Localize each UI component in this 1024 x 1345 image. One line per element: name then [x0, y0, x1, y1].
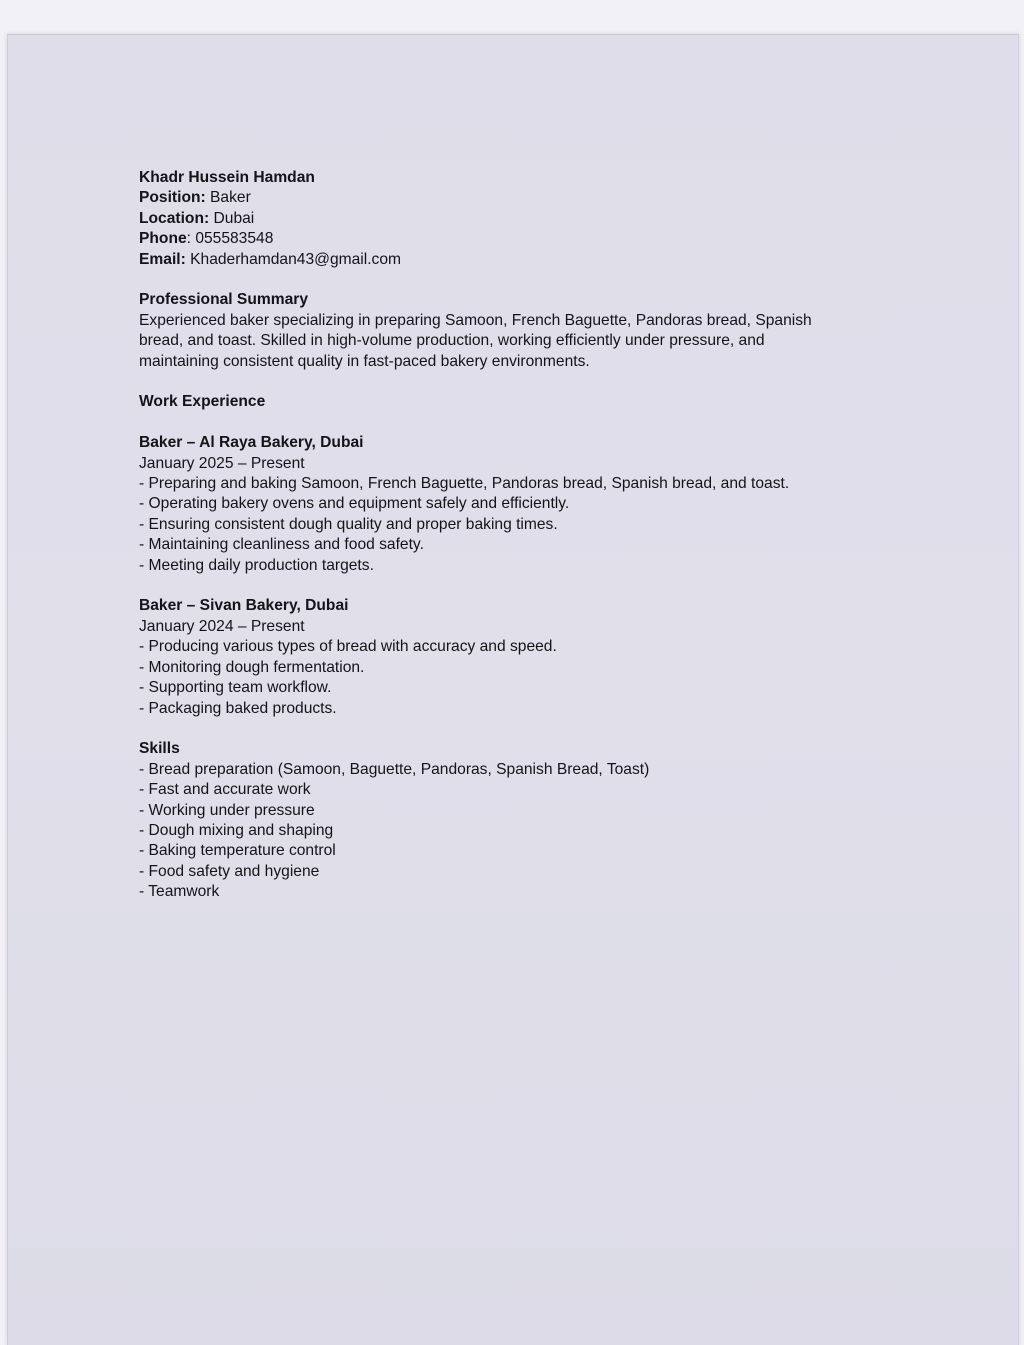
job-bullet: - Ensuring consistent dough quality and proper baking times.: [139, 515, 558, 533]
job-entry: [139, 596, 899, 718]
skill-item: - Dough mixing and shaping: [139, 821, 334, 839]
position-label: Position:: [139, 189, 206, 207]
summary-line: bread, and toast. Skilled in high-volume production, working efficiently under pressure, and: [139, 332, 765, 350]
phone-value: : 055583548: [186, 230, 274, 248]
job-bullet: - Meeting daily production targets.: [139, 556, 374, 574]
email-row: [139, 250, 899, 270]
job-dates: January 2024 – Present: [139, 617, 305, 635]
job-bullet: - Preparing and baking Samoon, French Baguette, Pandoras bread, Spanish bread, and toast.: [139, 475, 790, 493]
job-dates: January 2025 – Present: [139, 454, 305, 472]
position-row: [139, 188, 899, 208]
email-value: Khaderhamdan43@gmail.com: [185, 250, 401, 268]
spacer: [139, 270, 899, 290]
job-title: Baker – Sivan Bakery, Dubai: [139, 597, 349, 615]
resume-content: [139, 168, 899, 903]
experience-heading: Work Experience: [139, 393, 266, 411]
spacer: [139, 372, 899, 392]
job-bullet: - Maintaining cleanliness and food safety.: [139, 536, 424, 554]
job-bullet: - Producing various types of bread with accuracy and speed.: [139, 638, 557, 656]
candidate-name: Khadr Hussein Hamdan: [139, 169, 315, 186]
skill-item: - Fast and accurate work: [139, 781, 311, 799]
spacer: [139, 576, 899, 596]
resume-page: [7, 34, 1019, 1345]
job-bullet: - Operating bakery ovens and equipment safely and efficiently.: [139, 495, 570, 513]
job-bullet: - Packaging baked products.: [139, 699, 337, 717]
job-entry: [139, 433, 899, 576]
position-value: Baker: [205, 189, 251, 207]
location-value: Dubai: [209, 209, 255, 227]
phone-label: Phone: [139, 230, 187, 248]
job-title: Baker – Al Raya Bakery, Dubai: [139, 434, 364, 452]
summary-heading: Professional Summary: [139, 291, 308, 309]
skill-item: - Baking temperature control: [139, 842, 336, 860]
location-row: [139, 209, 899, 229]
summary-line: Experienced baker specializing in preparing Samoon, French Baguette, Pandoras bread, Spanish: [139, 311, 812, 329]
location-label: Location:: [139, 209, 210, 227]
summary-line: maintaining consistent quality in fast-paced bakery environments.: [139, 352, 590, 370]
spacer: [139, 413, 899, 433]
spacer: [139, 719, 899, 739]
phone-row: [139, 229, 899, 249]
skill-item: - Bread preparation (Samoon, Baguette, Pandoras, Spanish Bread, Toast): [139, 760, 650, 778]
skill-item: - Teamwork: [139, 883, 220, 901]
skills-heading: Skills: [139, 740, 180, 758]
job-bullet: - Monitoring dough fermentation.: [139, 658, 365, 676]
job-bullet: - Supporting team workflow.: [139, 679, 332, 697]
skill-item: - Food safety and hygiene: [139, 862, 320, 880]
skill-item: - Working under pressure: [139, 801, 315, 819]
email-label: Email:: [139, 250, 186, 268]
